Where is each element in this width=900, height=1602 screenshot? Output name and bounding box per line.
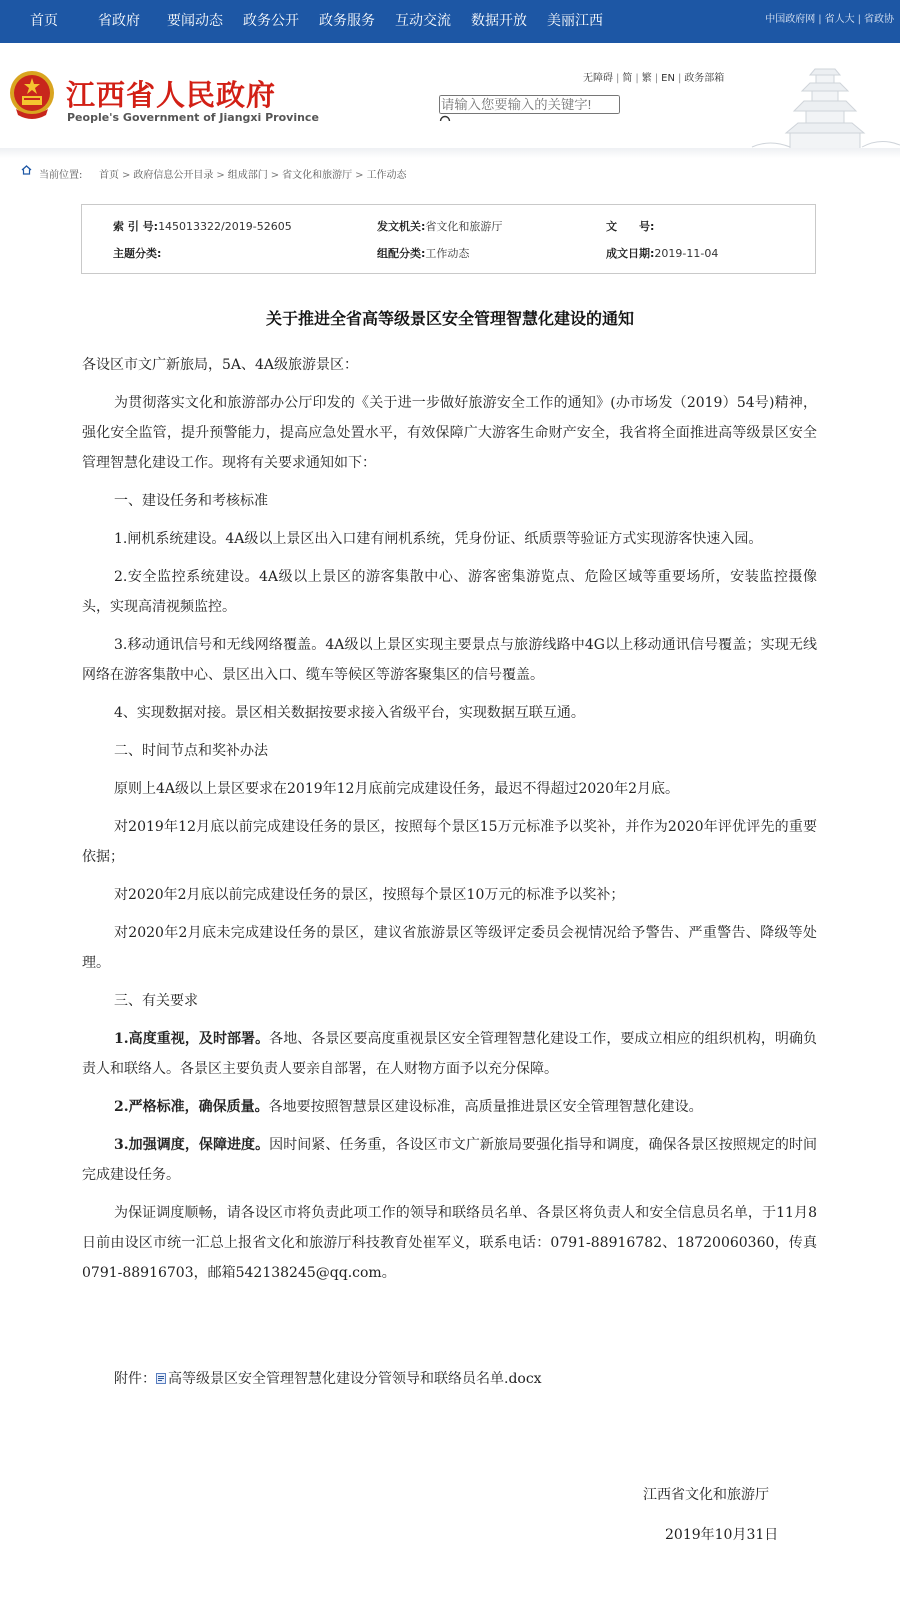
site-subtitle: People's Government of Jiangxi Province	[67, 111, 319, 124]
meta-category	[377, 245, 469, 261]
paragraph-reward-15: 对2019年12月底以前完成建设任务的景区，按照每个景区15万元标准予以奖补，并作为2020年评优评先的重要依据；	[82, 819, 817, 865]
breadcrumb-culture-tourism-dept[interactable]: 省文化和旅游厅	[282, 170, 353, 181]
divider: |	[654, 73, 659, 84]
requirement-1-text: 各地、各景区要高度重视景区安全管理智慧化建设工作，要成立相应的组织机构，明确负责人和联络人。各景区主要负责人要亲自部署，在人财物方面予以充分保障。	[82, 1031, 817, 1077]
site-title[interactable]: 江西省人民政府	[66, 78, 277, 112]
paragraph-penalty: 对2020年2月底未完成建设任务的景区，建议省旅游景区等级评定委员会视情况给予警告、严重警告、降级等处理。	[82, 925, 817, 971]
top-navigation-bar	[0, 0, 900, 43]
link-china-gov[interactable]: 中国政府网	[765, 14, 816, 25]
nav-item-news[interactable]: 要闻动态	[167, 13, 223, 29]
article-salutation: 各设区市文广新旅局，5A、4A级旅游景区：	[82, 357, 359, 373]
signature-organization: 江西省文化和旅游厅	[643, 1487, 769, 1503]
section-heading-3: 三、有关要求	[114, 993, 198, 1009]
breadcrumb-departments[interactable]: 组成部门	[227, 170, 268, 181]
breadcrumb-separator: >	[355, 170, 364, 181]
meta-docno-label: 文 号:	[606, 220, 655, 233]
header-separator	[0, 148, 900, 158]
meta-index-label: 索 引 号:	[113, 220, 159, 233]
article-intro: 为贯彻落实文化和旅游部办公厅印发的《关于进一步做好旅游安全工作的通知》(办市场发（2019）54号)精神，强化安全监管，提升预警能力，提高应急处置水平，有效保障广大游客生命财产安全，我省将全面推进高等级景区安全管理智慧化建设工作。现将有关要求通知如下：	[82, 395, 817, 471]
attachment-file-link[interactable]: 高等级景区安全管理智慧化建设分管领导和联络员名单.docx	[168, 1371, 542, 1387]
search-button[interactable]	[439, 114, 721, 121]
paragraph-gate-system: 1.闸机系统建设。4A级以上景区出入口建有闸机系统，凭身份证、纸质票等验证方式实现游客快速入园。	[114, 531, 763, 547]
meta-topic	[113, 245, 161, 261]
divider: |	[616, 73, 620, 84]
breadcrumb-work-news[interactable]: 工作动态	[366, 170, 407, 181]
breadcrumb-separator: >	[270, 170, 280, 181]
meta-date-label: 成文日期:	[606, 247, 655, 260]
article-body	[82, 350, 817, 1296]
nav-item-interaction[interactable]: 互动交流	[395, 13, 451, 29]
link-traditional[interactable]: 繁	[641, 73, 652, 84]
utility-links	[583, 69, 724, 84]
meta-category-label: 组配分类:	[377, 247, 426, 260]
nav-item-beautiful-jiangxi[interactable]: 美丽江西	[547, 13, 603, 29]
meta-date	[606, 245, 718, 261]
attachment-line	[114, 1368, 542, 1388]
paragraph-network-coverage: 3.移动通讯信号和无线网络覆盖。4A级以上景区实现主要景点与旅游线路中4G以上移动通讯信号覆盖；实现无线网络在游客集散中心、景区出入口、缆车等候区等游客聚集区的信号覆盖。	[82, 637, 817, 683]
link-provincial-cppcc[interactable]: 省政协	[864, 14, 894, 25]
word-document-icon	[156, 1373, 166, 1384]
divider: |	[857, 14, 861, 25]
section-heading-2: 二、时间节点和奖补办法	[114, 743, 268, 759]
nav-item-gov-services[interactable]: 政务服务	[319, 13, 375, 29]
meta-issuer-label: 发文机关:	[377, 220, 426, 233]
breadcrumb-path	[99, 166, 407, 181]
link-provincial-congress[interactable]: 省人大	[824, 14, 855, 25]
section-heading-1: 一、建设任务和考核标准	[114, 493, 268, 509]
breadcrumb-home[interactable]: 首页	[99, 170, 119, 181]
meta-index	[113, 218, 292, 234]
search-icon	[439, 115, 453, 121]
breadcrumb-label: 当前位置:	[39, 170, 83, 181]
external-links	[765, 0, 894, 43]
paragraph-reward-10: 对2020年2月底以前完成建设任务的景区，按照每个景区10万元的标准予以奖补；	[114, 887, 625, 903]
paragraph-monitoring-system: 2.安全监控系统建设。4A级以上景区的游客集散中心、游客密集游览点、危险区域等重要场所，安装监控摄像头，实现高清视频监控。	[82, 569, 817, 615]
national-emblem-icon[interactable]	[8, 69, 56, 123]
breadcrumb-info-catalog[interactable]: 政府信息公开目录	[133, 170, 214, 181]
requirement-3-text: 因时间紧、任务重，各设区市文广新旅局要强化指导和调度，确保各景区按照规定的时间完成建设任务。	[82, 1137, 817, 1183]
requirement-2-title: 2.严格标准，确保质量。	[114, 1099, 269, 1115]
requirement-1-title: 1.高度重视，及时部署。	[114, 1031, 270, 1047]
requirement-2-text: 各地要按照智慧景区建设标准，高质量推进景区安全管理智慧化建设。	[268, 1099, 703, 1115]
divider: |	[635, 73, 639, 84]
breadcrumb	[0, 162, 900, 184]
breadcrumb-separator: >	[122, 170, 131, 181]
pavilion-illustration-icon	[750, 43, 900, 156]
divider: |	[677, 73, 682, 84]
meta-date-value: 2019-11-04	[654, 247, 719, 260]
nav-item-gov-affairs-disclosure[interactable]: 政务公开	[243, 13, 299, 29]
document-meta-box	[81, 204, 816, 274]
link-accessibility[interactable]: 无障碍	[583, 73, 613, 84]
search-box	[439, 94, 721, 121]
link-gov-mailbox[interactable]: 政务部箱	[684, 73, 725, 84]
paragraph-data-integration: 4、实现数据对接。景区相关数据按要求接入省级平台，实现数据互联互通。	[114, 705, 585, 721]
paragraph-deadline: 原则上4A级以上景区要求在2019年12月底前完成建设任务，最迟不得超过2020年2月底。	[114, 781, 679, 797]
meta-topic-label: 主题分类:	[113, 247, 162, 260]
meta-category-value: 工作动态	[425, 247, 470, 260]
requirement-3-title: 3.加强调度，保障进度。	[114, 1137, 270, 1153]
paragraph-closing: 为保证调度顺畅，请各设区市将负责此项工作的领导和联络员名单、各景区将负责人和安全信息员名单，于11月8日前由设区市统一汇总上报省文化和旅游厅科技教育处崔军义，联系电话：0791-88916782、18720060360，传真0791-88916703，邮箱542138245@qq.com。	[82, 1205, 817, 1281]
meta-docno	[606, 218, 654, 234]
attachment-label: 附件：	[114, 1371, 156, 1387]
divider: |	[818, 14, 822, 25]
paragraph-requirement-3	[82, 1130, 817, 1190]
meta-issuer	[377, 218, 502, 234]
nav-item-home[interactable]: 首页	[30, 13, 58, 29]
meta-issuer-value: 省文化和旅游厅	[425, 220, 503, 233]
nav-item-open-data[interactable]: 数据开放	[471, 13, 527, 29]
nav-item-provincial-government[interactable]: 省政府	[98, 13, 140, 29]
meta-index-value: 145013322/2019-52605	[158, 220, 292, 233]
article-title: 关于推进全省高等级景区安全管理智慧化建设的通知	[265, 309, 634, 328]
signature-date: 2019年10月31日	[665, 1527, 779, 1543]
search-input[interactable]	[439, 95, 620, 114]
home-icon	[21, 165, 32, 175]
breadcrumb-separator: >	[216, 170, 225, 181]
link-english[interactable]: EN	[661, 73, 675, 84]
link-simplified[interactable]: 简	[622, 73, 633, 84]
paragraph-requirement-2	[82, 1092, 817, 1122]
paragraph-requirement-1	[82, 1024, 817, 1084]
